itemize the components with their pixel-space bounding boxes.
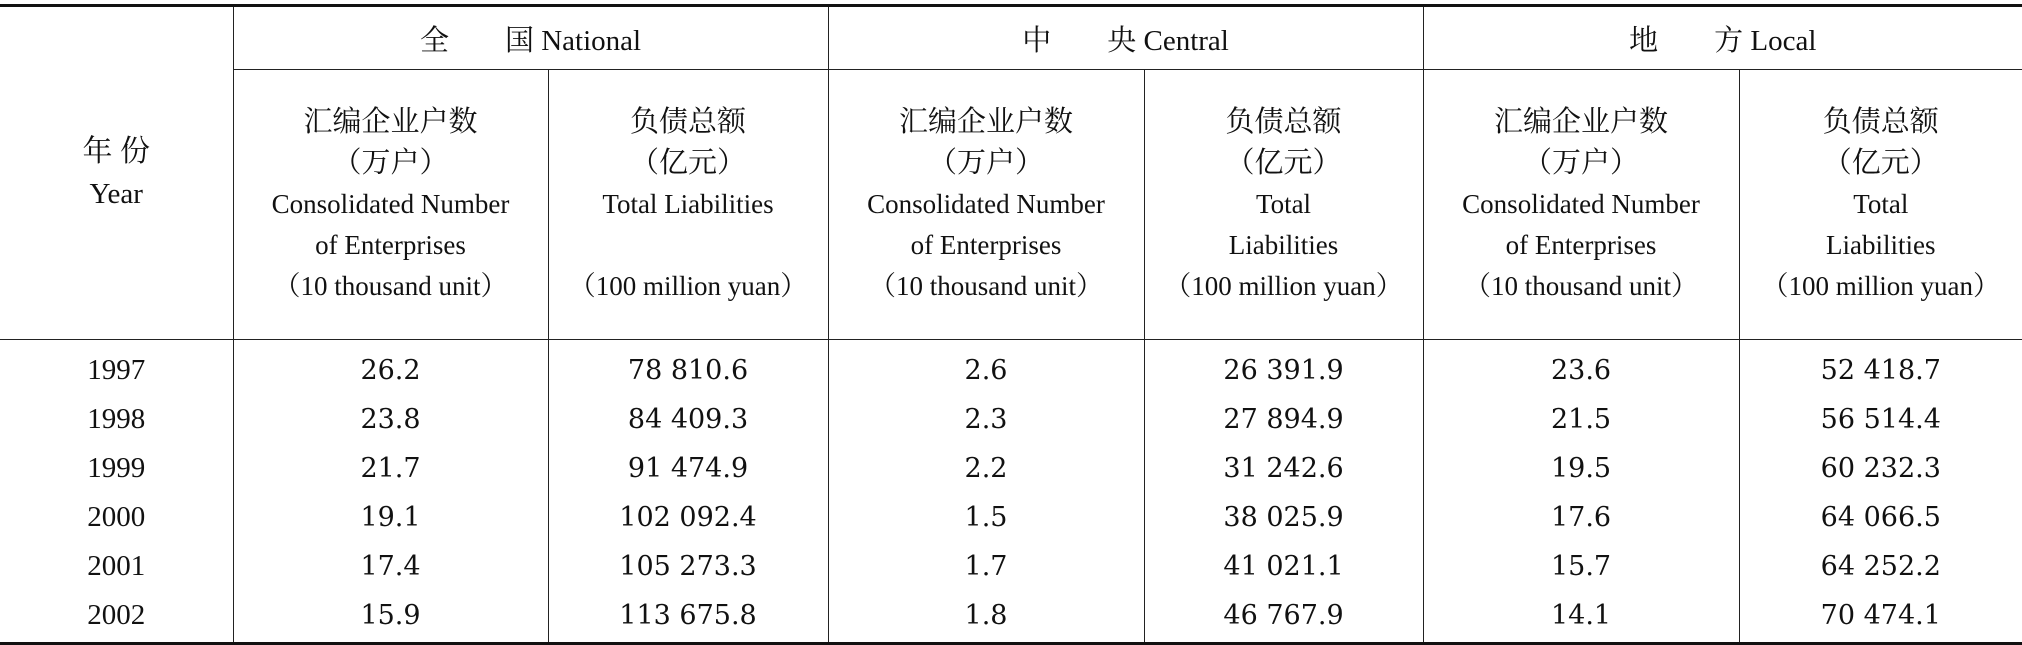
year-header-en: Year [89,178,143,210]
table-row [0,444,2022,493]
group-local-zh2: 方 [1714,24,1744,57]
local-liabilities-cell: 60 232.3 [1739,444,2022,493]
enterprises-label-zh: 汇编企业户数 [899,106,1074,138]
national-liabilities-cell: 78 810.6 [548,340,828,396]
table-body [0,340,2022,644]
enterprises-unit-zh: （万户） [1523,147,1640,179]
enterprises-unit-zh: （万户） [332,147,449,179]
national-enterprises-cell: 26.2 [233,340,548,396]
national-enterprises-header [233,70,548,340]
national-enterprises-cell: 19.1 [233,493,548,542]
enterprises-label-en-2: of Enterprises [315,230,466,260]
national-enterprises-cell: 21.7 [233,444,548,493]
year-cell: 2000 [87,501,146,533]
table-header [0,6,2022,340]
central-liabilities-cell: 26 391.9 [1144,340,1423,396]
national-liabilities-cell: 105 273.3 [548,542,828,591]
enterprises-unit-en: （10 thousand unit） [273,271,508,301]
liabilities-label-zh: 负债总额 [1225,106,1342,138]
enterprises-label-en-2: of Enterprises [1505,230,1657,260]
local-enterprises-cell: 15.7 [1423,542,1739,591]
enterprises-label-zh: 汇编企业户数 [1494,106,1669,138]
local-enterprises-header [1423,70,1739,340]
liabilities-label-en: Total Liabilities [602,189,774,219]
table-row [0,542,2022,591]
group-local-zh: 地 [1629,24,1659,57]
central-liabilities-cell: 31 242.6 [1144,444,1423,493]
enterprises-label-en-1: Consolidated Number [271,189,510,219]
local-enterprises-cell: 21.5 [1423,395,1739,444]
enterprises-label-en-2: of Enterprises [910,230,1062,260]
enterprises-unit-zh: （万户） [928,147,1045,179]
local-liabilities-cell: 64 252.2 [1739,542,2022,591]
national-liabilities-cell: 91 474.9 [548,444,828,493]
central-enterprises-cell: 2.3 [828,395,1144,444]
group-central-en: Central [1143,24,1229,57]
table-row [0,493,2022,542]
central-enterprises-cell: 2.6 [828,340,1144,396]
liabilities-unit-zh: （亿元） [630,147,747,179]
year-header-zh: 年 份 [82,135,150,168]
year-cell: 1999 [87,452,146,484]
group-local-en: Local [1750,24,1817,57]
group-header-row [0,6,2022,70]
liabilities-label-en-b: Liabilities [1228,230,1339,260]
year-cell: 1998 [87,403,146,435]
enterprises-unit-en: （10 thousand unit） [869,271,1104,301]
group-central-zh: 中 [1022,24,1052,57]
local-enterprises-cell: 17.6 [1423,493,1739,542]
liabilities-unit-en: （100 million yuan） [568,271,808,301]
enterprises-label-en-1: Consolidated Number [1462,189,1700,219]
national-enterprises-cell: 23.8 [233,395,548,444]
national-liabilities-header [548,70,828,340]
central-liabilities-header [1144,70,1423,340]
table-row [0,340,2022,396]
group-local [1423,6,2022,70]
sub-header-row [0,70,2022,340]
group-national-en: National [541,24,642,57]
local-liabilities-cell: 56 514.4 [1739,395,2022,444]
central-liabilities-cell: 41 021.1 [1144,542,1423,591]
year-cell: 2002 [0,591,233,644]
liabilities-label-en-a: Total [1853,189,1909,219]
year-cell: 1997 [87,354,146,386]
local-enterprises-cell: 14.1 [1423,591,1739,644]
liabilities-label-en-b: Liabilities [1826,230,1936,260]
central-enterprises-cell: 2.2 [828,444,1144,493]
table-row [0,395,2022,444]
liabilities-unit-en: （100 million yuan） [1761,271,2001,301]
table-row [0,591,2022,644]
group-national-zh2: 国 [504,24,534,57]
central-liabilities-cell: 38 025.9 [1144,493,1423,542]
national-enterprises-cell: 17.4 [233,542,548,591]
year-cell: 2001 [87,550,146,582]
central-liabilities-cell: 27 894.9 [1144,395,1423,444]
enterprises-unit-en: （10 thousand unit） [1464,271,1699,301]
liabilities-label-zh: 负债总额 [1822,106,1939,138]
local-liabilities-cell: 70 474.1 [1739,591,2022,644]
enterprises-label-en-1: Consolidated Number [867,189,1105,219]
national-liabilities-cell: 113 675.8 [548,591,828,644]
local-liabilities-header [1739,70,2022,340]
liabilities-unit-zh: （亿元） [1822,147,1939,179]
local-liabilities-cell: 64 066.5 [1739,493,2022,542]
central-liabilities-cell: 46 767.9 [1144,591,1423,644]
group-national [233,6,828,70]
local-enterprises-cell: 23.6 [1423,340,1739,396]
central-enterprises-cell: 1.8 [828,591,1144,644]
liabilities-table [0,4,2022,645]
year-column-header [0,6,233,340]
liabilities-unit-en: （100 million yuan） [1164,271,1403,301]
central-enterprises-header [828,70,1144,340]
national-liabilities-cell: 102 092.4 [548,493,828,542]
liabilities-label-zh: 负债总额 [630,106,747,138]
central-enterprises-cell: 1.5 [828,493,1144,542]
local-enterprises-cell: 19.5 [1423,444,1739,493]
national-enterprises-cell: 15.9 [233,591,548,644]
liabilities-label-en-a: Total [1255,189,1312,219]
liabilities-unit-zh: （亿元） [1225,147,1342,179]
group-national-zh: 全 [419,24,449,57]
local-liabilities-cell: 52 418.7 [1739,340,2022,396]
group-central-zh2: 央 [1107,24,1137,57]
central-enterprises-cell: 1.7 [828,542,1144,591]
national-liabilities-cell: 84 409.3 [548,395,828,444]
enterprises-label-zh: 汇编企业户数 [303,106,478,138]
group-central [828,6,1423,70]
